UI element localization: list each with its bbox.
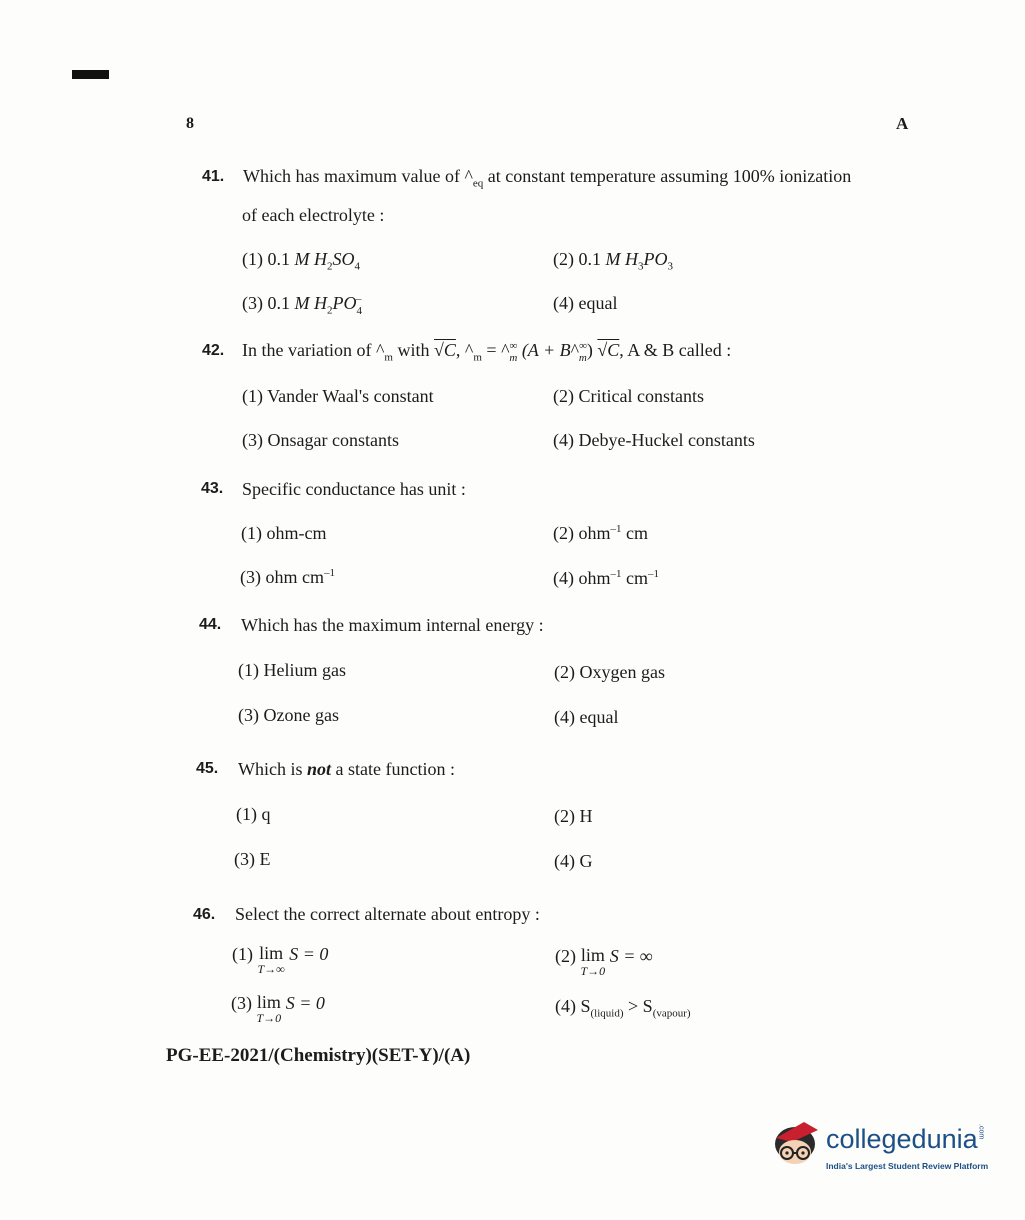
option: (3) Ozone gas xyxy=(238,705,339,725)
collegedunia-logo xyxy=(768,1112,998,1182)
option: (1) ohm-cm xyxy=(241,523,327,543)
question-stem: In the variation of $\^{}_m$ with √C, $\^{}_m$ = $\^{}^\infty_m$ $(A + B\^{}^\infty_m)$ √C, A & B called : xyxy=(242,340,732,364)
scan-corner-mark xyxy=(72,70,109,79)
set-letter: A xyxy=(896,114,909,133)
question-number: 41. xyxy=(202,168,225,185)
question-number: 44. xyxy=(199,616,222,633)
question-stem: Select the correct alternate about entropy : xyxy=(235,904,540,924)
option: (3) ohm $cm^{-1}$ xyxy=(240,567,335,587)
paper-code-footer: PG-EE-2021/(Chemistry)(SET-Y)/(A) xyxy=(166,1045,471,1066)
question-stem-line2: of each electrolyte : xyxy=(242,205,385,225)
question-stem: Which is not a state function : xyxy=(238,759,455,779)
option: (4) ohm$^{-1}$ $cm^{-1}$ xyxy=(553,568,659,588)
option: (1) lim T→∞ S = 0 xyxy=(232,943,329,976)
option: (4) $S_{(liquid)} > S_{(vapour)}$ xyxy=(555,996,691,1020)
logo-wordmark: collegedunia.com xyxy=(826,1124,985,1154)
option: (3) Onsagar constants xyxy=(242,430,399,450)
page-number: 8 xyxy=(186,115,194,132)
option: (2) lim T→0 S = ∞ xyxy=(555,945,653,978)
option: (1) 0.1 M $H_2SO_4$ xyxy=(242,249,360,273)
option: (2) H xyxy=(554,806,593,826)
question-number: 45. xyxy=(196,760,219,777)
option: (1) Vander Waal's constant xyxy=(242,386,434,406)
option: (4) equal xyxy=(554,707,619,727)
option: (2) Oxygen gas xyxy=(554,662,665,682)
logo-tagline: India's Largest Student Review Platform xyxy=(826,1161,989,1171)
option: (3) lim T→0 S = 0 xyxy=(231,992,325,1025)
option: (4) equal xyxy=(553,293,618,313)
question-number: 46. xyxy=(193,906,216,923)
option: (1) Helium gas xyxy=(238,660,346,680)
question-stem: Which has maximum value of $\^{}_{eq}$ at constant temperature assuming 100% ionization xyxy=(243,166,852,190)
question-stem: Specific conductance has unit : xyxy=(242,479,466,499)
option: (3) 0.1 M $H_2PO_4^-$ xyxy=(242,293,362,317)
option: (4) G xyxy=(554,851,593,871)
option: (4) Debye-Huckel constants xyxy=(553,430,755,450)
option: (3) E xyxy=(234,849,271,869)
question-number: 43. xyxy=(201,480,224,497)
question-number: 42. xyxy=(202,342,225,359)
mascot-icon xyxy=(768,1112,826,1182)
option: (2) 0.1 M $H_3PO_3$ xyxy=(553,249,673,273)
option: (2) ohm$^{-1}$ cm xyxy=(553,523,648,543)
option: (1) q xyxy=(236,804,271,824)
option: (2) Critical constants xyxy=(553,386,704,406)
question-stem: Which has the maximum internal energy : xyxy=(241,615,544,635)
